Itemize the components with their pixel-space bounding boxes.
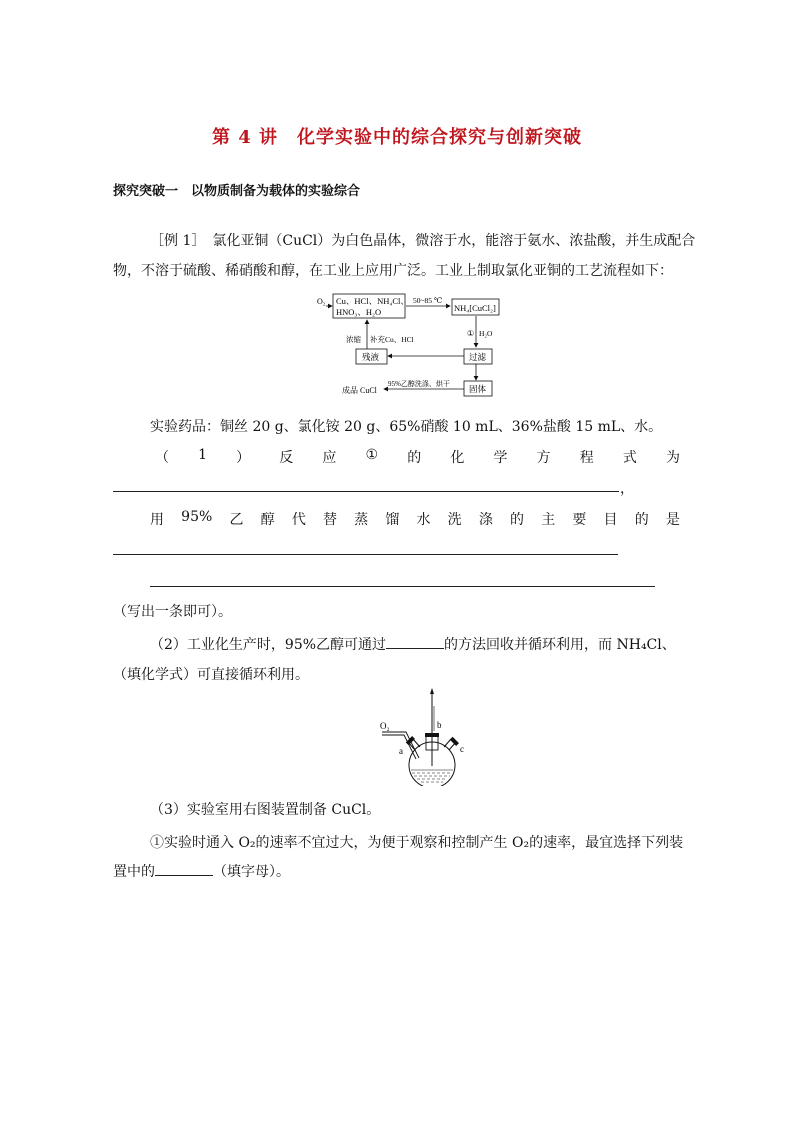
question-3-sub1-part-a: 置中的 (113, 864, 155, 880)
flow-product-final: 成品 CuCl (342, 386, 377, 395)
apparatus-label-a: a (399, 746, 403, 756)
flow-reactants-line-2: HNO₃、H₂O (336, 307, 382, 317)
question-1b-char: 用 (150, 512, 164, 528)
flow-reactants-line-1: Cu、HCl、NH₄Cl、 (336, 296, 409, 306)
question-1-comma: ， (620, 481, 634, 497)
question-1b-char: 替 (322, 512, 337, 528)
question-1-char: 程 (579, 450, 594, 466)
question-1b-char: 醇 (260, 512, 275, 528)
process-flowchart (312, 290, 507, 402)
reagents-text: 实验药品：铜丝 20 g、氯化铵 20 g、65%硝酸 10 mL、36%盐酸 15 mL、水。 (150, 419, 663, 435)
question-1b-char: 要 (572, 512, 587, 528)
question-1-char: 的 (407, 450, 422, 466)
question-1b-char: 目 (603, 512, 618, 528)
question-3-sub1-line-2 (113, 861, 290, 881)
flow-step-water: H₂O (479, 329, 493, 338)
question-1-char: 1 (198, 447, 208, 463)
question-1b-char: 水 (416, 512, 431, 528)
question-1b-char: 的 (634, 512, 649, 528)
flow-product-label: NH₄[CuCl₂] (454, 303, 496, 313)
apparatus-figure (372, 686, 472, 786)
example-line-2: 物，不溶于硫酸、稀硝酸和醇，在工业上应用广泛。工业上制取氯化亚铜的工艺流程如下： (113, 263, 673, 279)
example-line-1: ［例 1］ 氯化亚铜（CuCl）为白色晶体，微溶于水，能溶于氨水、浓盐酸，并生成配合 (150, 233, 696, 249)
apparatus-label-c: c (460, 744, 464, 754)
question-3-sub1-line-1: ①实验时通入 O₂的速率不宜过大，为便于观察和控制产生 O₂的速率，最宜选择下列装 (150, 835, 684, 851)
question-1-char: 方 (536, 450, 551, 466)
question-2-line-1 (150, 634, 676, 654)
question-1b-char: 馏 (385, 512, 400, 528)
flow-label-supplement: 补充Cu、HCl (370, 335, 414, 344)
flow-label-wash: 95%乙醇洗涤、烘干 (388, 380, 450, 388)
page-title: 第 4 讲 化学实验中的综合探究与创新突破 (211, 127, 583, 148)
flow-condition-temp: 50~85 ℃ (413, 296, 443, 305)
question-2-line-2: （填化学式）可直接循环利用。 (113, 667, 309, 683)
question-2-part-2: 的方法回收并循环利用，而 NH₄Cl、 (444, 637, 676, 653)
apparatus-label-o2: O₂ (380, 721, 390, 731)
answer-blank-2[interactable] (113, 554, 618, 555)
flow-step-1: ① (467, 329, 475, 338)
question-1-char: 式 (622, 450, 637, 466)
answer-blank-q3[interactable] (155, 861, 213, 876)
flow-filter-label: 过滤 (469, 352, 487, 362)
question-1-char: 化 (450, 450, 465, 466)
question-1b-char: 是 (665, 512, 680, 528)
flow-label-concentrate: 浓缩 (346, 335, 361, 344)
question-1b-line (150, 509, 680, 529)
write-one-note: （写出一条即可）。 (113, 604, 232, 620)
question-3-line-1: （3）实验室用右图装置制备 CuCl。 (150, 802, 381, 818)
question-1b-char: 涤 (478, 512, 493, 528)
question-1b-char: 的 (510, 512, 525, 528)
question-1-char: 反 (279, 450, 294, 466)
question-1b-char: 洗 (447, 512, 462, 528)
answer-blank-1[interactable] (113, 491, 619, 492)
question-2-part-1: （2）工业化生产时，95%乙醇可通过 (150, 637, 387, 653)
apparatus-label-b: b (437, 720, 442, 730)
question-1b-char: 代 (291, 512, 306, 528)
flow-input-o2: O₂ (317, 297, 326, 306)
flow-solid-label: 固体 (469, 384, 487, 394)
question-1b-char: 95% (181, 509, 213, 525)
question-1b-char: 蒸 (354, 512, 369, 528)
question-1-char: （ (155, 450, 169, 466)
question-1-char: 为 (665, 450, 680, 466)
flow-residue-label: 残液 (362, 352, 380, 362)
answer-blank-3[interactable] (150, 586, 655, 587)
question-1b-char: 主 (541, 512, 556, 528)
question-1b-char: 乙 (229, 512, 244, 528)
answer-blank-q2[interactable] (386, 634, 444, 649)
section-heading: 探究突破一 以物质制备为载体的实验综合 (113, 184, 361, 199)
question-1-char: 应 (322, 450, 337, 466)
question-1-char: ① (365, 447, 379, 463)
question-1-char: 学 (493, 450, 508, 466)
question-1-char: ） (236, 450, 251, 466)
question-1-line (155, 447, 680, 467)
question-3-sub1-part-b: （填字母）。 (213, 864, 290, 880)
